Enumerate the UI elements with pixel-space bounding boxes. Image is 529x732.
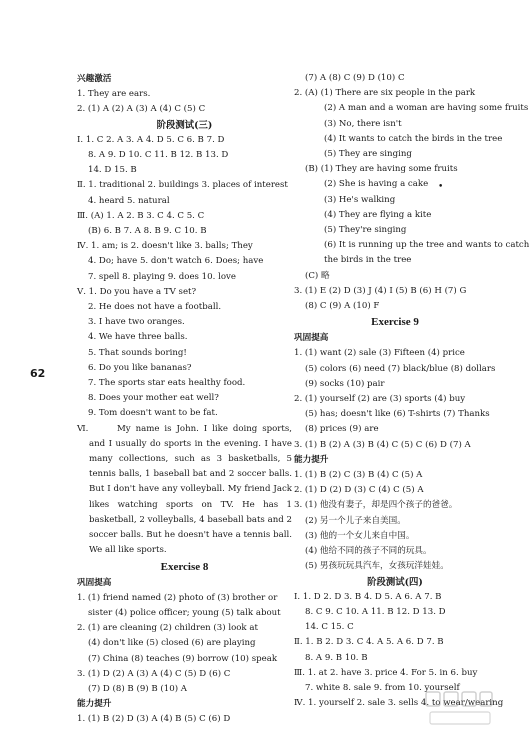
watermark-logo-icon <box>424 688 494 728</box>
section-heading: 巩固提高 <box>77 577 112 588</box>
answer-line: 8. A 9. B 10. B <box>305 652 368 663</box>
answer-line: 1. (1) friend named (2) photo of (3) brother or <box>77 592 278 603</box>
answer-line: sister (4) police officer; young (5) talk about <box>88 607 281 618</box>
answer-line: (5) colors (6) need (7) black/blue (8) dollars <box>305 363 496 374</box>
section-label: Ⅵ. <box>77 423 89 434</box>
answer-line: 2. (1) are cleaning (2) children (3) look at <box>77 623 258 634</box>
answer-line: (2) 另一个儿子来自美国。 <box>305 515 406 526</box>
answer-line: (7) D (8) B (9) B (10) A <box>88 683 188 694</box>
answer-line: (2) A man and a woman are having some fruits <box>324 103 529 114</box>
answer-line: 7. The sports star eats healthy food. <box>88 378 246 389</box>
answer-line: (4) It wants to catch the birds in the tree <box>324 133 503 144</box>
answer-line: Ⅳ. 1. yourself 2. sale 3. sells 4. to wear/wearing <box>294 698 504 709</box>
right-column <box>294 71 529 711</box>
answer-line: 14. D 15. B <box>88 165 137 176</box>
exercise-heading: Exercise 9 <box>371 316 419 329</box>
test-heading: 阶段测试(三) <box>156 119 213 131</box>
answer-line: (3) No, there isn't <box>324 118 402 129</box>
passage-paragraph <box>77 422 292 559</box>
answer-line: 2. He does not have a football. <box>88 302 222 313</box>
answer-line: 9. Tom doesn't want to be fat. <box>88 408 218 419</box>
answer-line: 14. C 15. C <box>305 622 354 633</box>
answer-line: 4. Do; have 5. don't watch 6. Does; have <box>88 256 264 267</box>
answer-line: 2. (1) A (2) A (3) A (4) C (5) C <box>77 104 206 115</box>
answer-line: (C) 略 <box>305 270 330 281</box>
section-heading: 能力提升 <box>294 454 329 465</box>
answer-line: 1. (1) want (2) sale (3) Fifteen (4) price <box>294 348 465 359</box>
answer-line: (7) China (8) teaches (9) borrow (10) speak <box>88 653 278 664</box>
answer-line: 7. white 8. sale 9. from 10. yourself <box>305 682 460 693</box>
answer-line: (7) A (8) C (9) D (10) C <box>305 73 405 83</box>
answer-line: (3) 他的一个女儿来自中国。 <box>305 530 415 541</box>
stray-mark: • <box>438 182 444 192</box>
answer-line: Ⅱ. 1. B 2. D 3. C 4. A 5. A 6. D 7. B <box>294 637 444 648</box>
section-heading: 兴趣激活 <box>77 74 112 84</box>
answer-line: (5) has; doesn't like (6) T-shirts (7) Thanks <box>305 409 490 420</box>
answer-line: (B) 6. B 7. A 8. B 9. C 10. B <box>88 226 207 237</box>
answer-line: Ⅰ. 1. D 2. D 3. B 4. D 5. A 6. A 7. B <box>294 591 442 602</box>
answer-line: 3. (1) E (2) D (3) J (4) I (5) B (6) H (7) G <box>294 285 467 296</box>
answer-line: (4) don't like (5) closed (6) are playing <box>88 638 256 649</box>
answer-line: 8. Does your mother eat well? <box>88 393 219 404</box>
answer-line: 2. (A) (1) There are six people in the park <box>294 88 476 99</box>
page-number: 62 <box>30 367 46 380</box>
section-heading: 能力提升 <box>77 699 112 710</box>
test-heading: 阶段测试(四) <box>367 576 423 588</box>
answer-line: Ⅱ. 1. traditional 2. buildings 3. places of interest <box>77 180 288 191</box>
answer-line: 3. (1) B (2) A (3) B (4) C (5) C (6) D (7) A <box>294 439 471 450</box>
answer-line: (8) C (9) A (10) F <box>305 301 380 312</box>
answer-line: 1. (1) B (2) D (3) A (4) B (5) C (6) D <box>77 714 231 725</box>
answer-line: 8. C 9. C 10. A 11. B 12. D 13. D <box>305 606 446 617</box>
answer-line: 2. (1) yourself (2) are (3) sports (4) buy <box>294 394 466 405</box>
answer-line: (5) They are singing <box>324 149 412 160</box>
answer-line: 3. (1) 他没有妻子，却是四个孩子的爸爸。 <box>294 500 458 511</box>
answer-line: (5) 男孩玩玩具汽车，女孩玩洋娃娃。 <box>305 561 449 572</box>
answer-line: 7. spell 8. playing 9. does 10. love <box>88 271 236 282</box>
answer-line: 6. Do you like bananas? <box>88 362 192 373</box>
answer-line: 5. That sounds boring! <box>88 347 187 358</box>
answer-line: the birds in the tree <box>324 255 412 266</box>
answer-line: Ⅰ. 1. C 2. A 3. A 4. D 5. C 6. B 7. D <box>77 134 225 145</box>
answer-line: (3) He's walking <box>324 194 396 205</box>
answer-line: (9) socks (10) pair <box>305 378 385 389</box>
answer-line: (4) They are flying a kite <box>324 209 432 220</box>
section-heading: 巩固提高 <box>294 333 329 344</box>
answer-line: 2. (1) D (2) D (3) C (4) C (5) A <box>294 485 424 496</box>
answer-line: (5) They're singing <box>324 225 407 236</box>
answer-line: (8) prices (9) are <box>305 424 379 435</box>
left-column <box>77 72 292 728</box>
answer-line: (6) It is running up the tree and wants to catch <box>324 240 529 251</box>
answer-line: 3. I have two oranges. <box>88 317 185 328</box>
answer-line: 1. They are ears. <box>77 89 151 100</box>
answer-line: Ⅳ. 1. am; is 2. doesn't like 3. balls; They <box>77 241 253 252</box>
answer-line: 8. A 9. D 10. C 11. B 12. B 13. D <box>88 150 229 161</box>
answer-line: 4. We have three balls. <box>88 332 188 343</box>
answer-line: 4. heard 5. natural <box>88 195 170 206</box>
answer-line: (B) (1) They are having some fruits <box>305 164 458 175</box>
answer-line: Ⅴ. 1. Do you have a TV set? <box>77 286 197 297</box>
answer-line: (4) 他给不同的孩子不同的玩具。 <box>305 546 432 557</box>
answer-line: Ⅲ. (A) 1. A 2. B 3. C 4. C 5. C <box>77 210 205 221</box>
exercise-heading: Exercise 8 <box>160 560 209 573</box>
answer-line: 1. (1) B (2) C (3) B (4) C (5) A <box>294 470 423 481</box>
answer-line: 3. (1) D (2) A (3) A (4) C (5) D (6) C <box>77 668 231 679</box>
passage-text: My name is John. I like doing sports, and I usually do sports in the evening. I have many collections, such as 3 basketballs, 5 tennis balls, 1 baseball bat and 2 soccer balls. But I don't have any volleyball. My friend Jack likes watching sports on TV. He has 1 basketball, 2 volleyballs, 4 baseball bats and 2 soccer balls. But he doesn't have a tennis ball. We all like sports. <box>89 423 292 556</box>
answer-line: Ⅲ. 1. at 2. have 3. price 4. For 5. in 6. buy <box>294 667 478 678</box>
answer-line: (2) She is having a cake <box>324 179 429 190</box>
